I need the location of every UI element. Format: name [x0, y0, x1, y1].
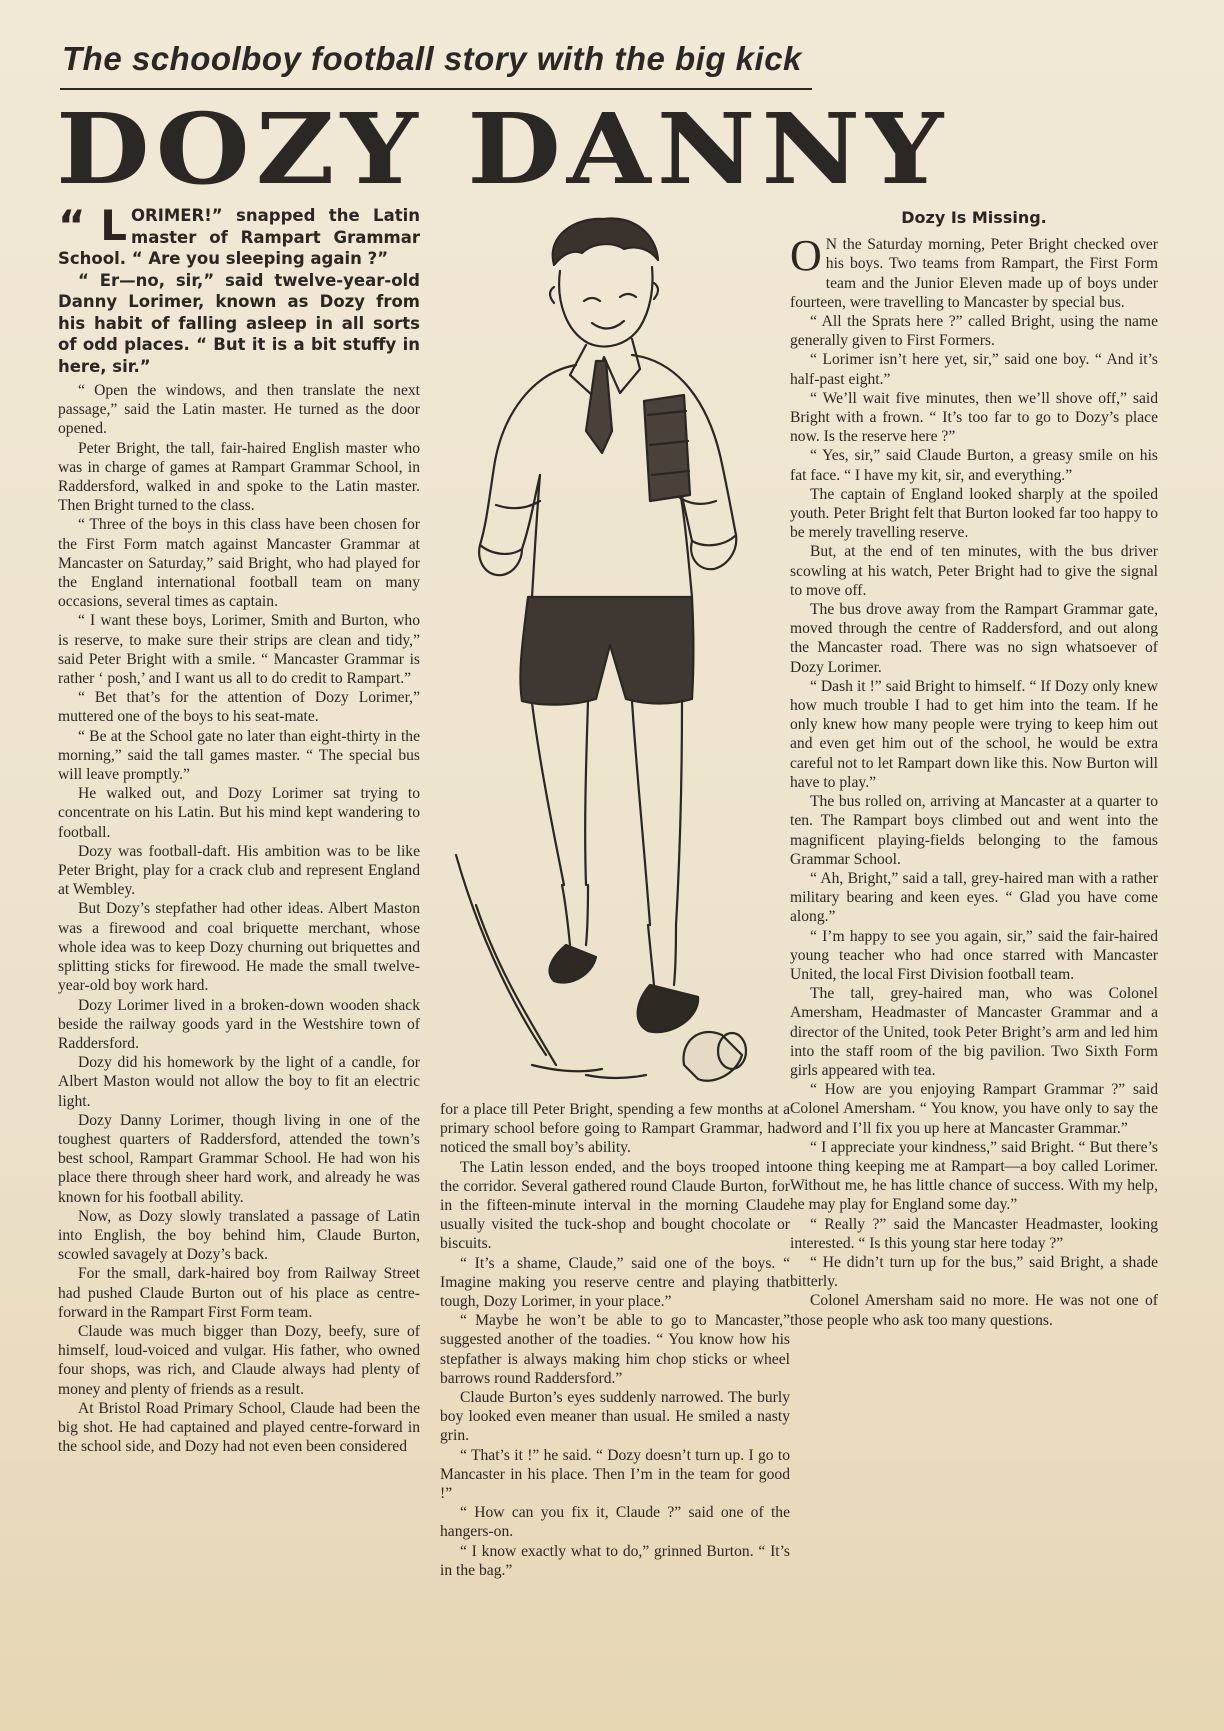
paragraph: But, at the end of ten minutes, with the bus driver scowling at his watch, Peter Bright had to give the signal to move off.: [790, 543, 1158, 599]
paragraph: But Dozy’s stepfather had other ideas. Albert Maston was a firewood and coal briquette merchant, whose whole idea was to keep Dozy churning out briquettes and splitting sticks for firewood. He made the small twelve-year-old boy work hard.: [58, 900, 420, 995]
paragraph: Dozy was football-daft. His ambition was to be like Peter Bright, play for a crack club and represent England at Wembley.: [58, 842, 420, 899]
paragraph: The tall, grey-haired man, who was Colonel Amersham, Headmaster of Mancaster Grammar and a director of the United, took Peter Bright’s arm and led him into the staff room of the big pavilion. Two Sixth Form girls appeared with tea.: [790, 985, 1158, 1079]
paragraph: For the small, dark-haired boy from Railway Street had pushed Claude Burton out of his place as centre-forward in the Rampart First Form team.: [58, 1265, 420, 1321]
paragraph: “ He didn’t turn up for the bus,” said Bright, a shade bitterly.: [790, 1253, 1158, 1291]
lead-paragraph-2: “ Er—no, sir,” said twelve-year-old Danny Lorimer, known as Dozy from his habit of falling asleep in all sorts of odd places. “ But it is a bit stuffy in here, sir.”: [58, 270, 420, 376]
text-column-left: [58, 201, 420, 1456]
paragraph: “ Three of the boys in this class have been chosen for the First Form match against Mancaster Grammar at Mancaster on Saturday,” said Bright, who had played for the England international football team on many occasions, several times as captain.: [58, 516, 420, 611]
paragraph: “ Lorimer isn’t here yet, sir,” said one boy. “ And it’s half-past eight.”: [790, 351, 1158, 388]
paragraph: “ Ah, Bright,” said a tall, grey-haired man with a rather military bearing and keen eyes. “ Glad you have come along.”: [790, 869, 1158, 926]
text-column-right: [790, 208, 1158, 1330]
boy-running-illustration: [436, 205, 792, 1095]
paragraph: “ That’s it !” he said. “ Dozy doesn’t turn up. I go to Mancaster in his place. Then I’m in the team for good !”: [440, 1446, 790, 1503]
drop-cap: “ L: [58, 201, 127, 250]
paragraph: He walked out, and Dozy Lorimer sat trying to concentrate on his Latin. But his mind kept wandering to football.: [58, 785, 420, 841]
paragraph: “ I want these boys, Lorimer, Smith and Burton, who is reserve, to make sure their strips are clean and tidy,” said Peter Bright with a smile. “ Mancaster Grammar is rather ‘ posh,’ and I want us all to do credit to Rampart.”: [58, 612, 420, 688]
paragraph: “ Yes, sir,” said Claude Burton, a greasy smile on his fat face. “ I have my kit, sir, and everything.”: [790, 447, 1158, 484]
paragraph: “ Open the windows, and then translate the next passage,” said the Latin master. He turned as the door opened.: [58, 382, 420, 438]
paragraph: The bus drove away from the Rampart Grammar gate, moved through the centre of Raddersford, and out along the Mancaster road. There was no sign whatsoever of Dozy Lorimer.: [790, 601, 1158, 676]
paragraph: At Bristol Road Primary School, Claude had been the big shot. He had captained and played centre-forward in the school side, and Dozy had not even been considered: [58, 1399, 420, 1456]
paragraph: “ Bet that’s for the attention of Dozy Lorimer,” muttered one of the boys to his seat-mate.: [58, 689, 420, 726]
story-title: DOZY DANNY: [56, 92, 950, 207]
paragraph: “ We’ll wait five minutes, then we’ll shove off,” said Bright with a frown. “ It’s too far to go to Dozy’s place now. Is the reserve here ?”: [790, 389, 1158, 446]
lead-paragraph: “ L ORIMER!” snapped the Latin master of Rampart Grammar School. “ Are you sleeping again ?”: [58, 201, 420, 268]
paragraph: “ It’s a shame, Claude,” said one of the boys. “ Imagine making you reserve centre and playing that tough, Dozy Lorimer, in your place.”: [440, 1254, 790, 1311]
paragraph: “ Maybe he won’t be able to go to Mancaster,” suggested another of the toadies. “ You know how his stepfather is always making him chop sticks or wheel barrows round Raddersford.”: [440, 1312, 790, 1387]
drop-cap: O: [790, 231, 822, 281]
paragraph: “ I appreciate your kindness,” said Bright. “ But there’s one thing keeping me at Rampart—a boy called Lorimer. Without me, he has little chance of success. With my help, he may play for England some day.”: [790, 1138, 1158, 1214]
paragraph: The bus rolled on, arriving at Mancaster at a quarter to ten. The Rampart boys climbed out and went into the magnificent playing-fields belonging to the famous Grammar School.: [790, 793, 1158, 868]
paragraph: Now, as Dozy slowly translated a passage of Latin into English, the boy behind him, Claude Burton, scowled savagely at Dozy’s back.: [58, 1207, 420, 1264]
paragraph: Colonel Amersham said no more. He was not one of those people who ask too many questions.: [790, 1292, 1158, 1329]
paragraph: “ Be at the School gate no later than eight-thirty in the morning,” said the tall games master. “ The special bus will leave promptly.”: [58, 727, 420, 784]
paragraph: “ I’m happy to see you again, sir,” said the fair-haired young teacher who had once starred with Mancaster United, the local First Division football team.: [790, 927, 1158, 983]
paragraph: “ How are you enjoying Rampart Grammar ?” said Colonel Amersham. “ You know, you have only to say the word and I’ll fix you up here at Mancaster Grammar.”: [790, 1081, 1158, 1137]
paragraph: “ How can you fix it, Claude ?” said one of the hangers-on.: [440, 1504, 790, 1541]
paragraph: “ All the Sprats here ?” called Bright, using the name generally given to First Formers.: [790, 313, 1158, 350]
paragraph: “ I know exactly what to do,” grinned Burton. “ It’s in the bag.”: [440, 1542, 790, 1579]
paragraph: for a place till Peter Bright, spending a few months at a primary school before going to Rampart Grammar, had noticed the small boy’s ability.: [440, 1101, 790, 1157]
paragraph: The captain of England looked sharply at the spoiled youth. Peter Bright felt that Burton looked far too happy to be merely travelling reserve.: [790, 485, 1158, 542]
story-tagline: The schoolboy football story with the big kick: [62, 40, 802, 77]
section-subheading: Dozy Is Missing.: [901, 208, 1047, 227]
paragraph: “ Really ?” said the Mancaster Headmaster, looking interested. “ Is this young star here today ?”: [790, 1215, 1158, 1252]
paragraph: Dozy Lorimer lived in a broken-down wooden shack beside the railway goods yard in the Westshire town of Raddersford.: [58, 996, 420, 1052]
paragraph: Peter Bright, the tall, fair-haired English master who was in charge of games at Rampart Grammar School, in Raddersford, walked in and spoke to the Latin master. Then Bright turned to the class.: [58, 439, 420, 515]
paragraph: O N the Saturday morning, Peter Bright checked over his boys. Two teams from Rampart, the First Form team and the Junior Eleven made up of boys under fourteen, were travelling to Mancaster by special bus.: [790, 231, 1158, 311]
paragraph: Dozy Danny Lorimer, though living in one of the toughest quarters of Raddersford, attended the town’s best school, Rampart Grammar School. He had won his place there through sheer hard work, and already he was known for his football ability.: [58, 1111, 420, 1206]
paragraph: Claude Burton’s eyes suddenly narrowed. The burly boy looked even meaner than usual. He smiled a nasty grin.: [440, 1389, 790, 1445]
paragraph: The Latin lesson ended, and the boys trooped into the corridor. Several gathered round Claude Burton, for in the fifteen-minute interval in the morning Claude usually visited the tuck-shop and bought chocolate or biscuits.: [440, 1158, 790, 1253]
paragraph: “ Dash it !” said Bright to himself. “ If Dozy only knew how much trouble I had to get him into the team. If he only knew how many people were trying to keep him out and even get him out of the school, he would be extra careful not to let Rampart down like this. Now Burton will have to play.”: [790, 677, 1158, 791]
paragraph: Dozy did his homework by the light of a candle, for Albert Maston would not allow the boy to fit an electric light.: [58, 1054, 420, 1110]
paragraph: Claude was much bigger than Dozy, beefy, sure of himself, loud-voiced and vulgar. His father, who owned four shops, was rich, and Claude always had plenty of money and plenty of friends as a result.: [58, 1322, 420, 1398]
text-column-middle: [440, 1100, 790, 1580]
tagline-underline: [60, 88, 812, 90]
